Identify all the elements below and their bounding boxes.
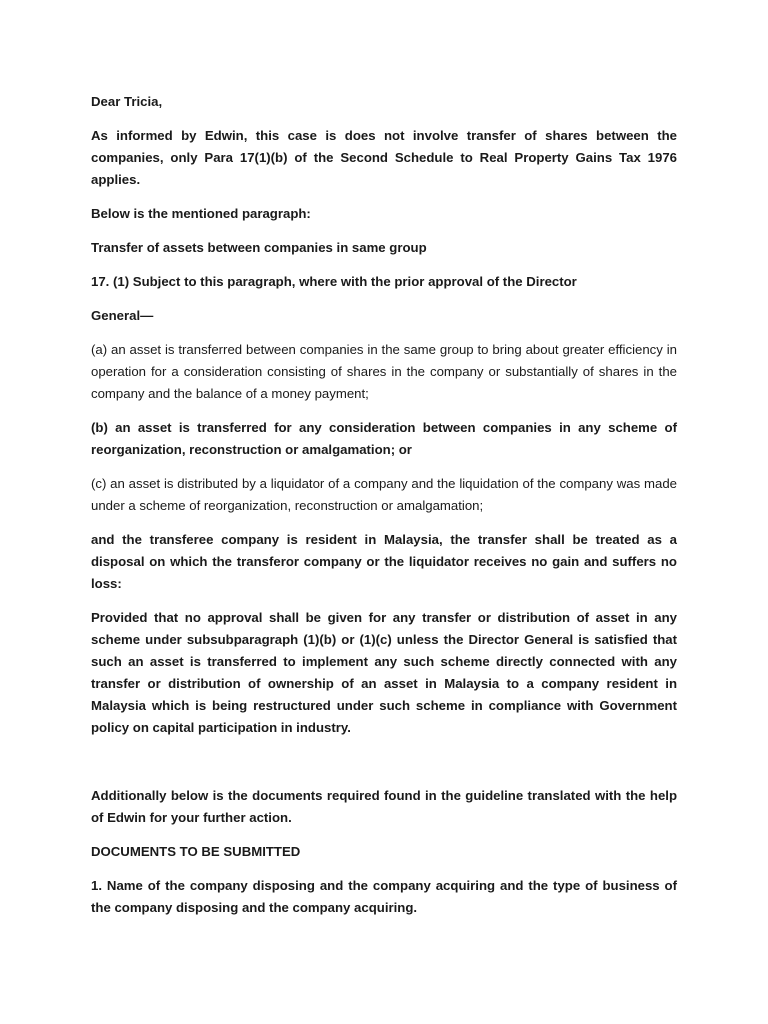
item-b: (b) an asset is transferred for any consideration between companies in any scheme of reorganization, reconstruction or amalgamation; or [91, 420, 677, 457]
section-heading: Transfer of assets between companies in same group [91, 240, 427, 255]
transferee-clause: and the transferee company is resident in Malaysia, the transfer shall be treated as a disposal on which the transferor company or the liquidator receives no gain and suffers no loss: [91, 532, 677, 591]
document-item-1: 1. Name of the company disposing and the company acquiring and the type of business of the company disposing and the company acquiring. [91, 878, 677, 915]
intro-paragraph: As informed by Edwin, this case is does not involve transfer of shares between the companies, only Para 17(1)(b) of the Second Schedule to Real Property Gains Tax 1976 applies. [91, 128, 677, 187]
document-page [91, 91, 677, 931]
para17-line1: 17. (1) Subject to this paragraph, where with the prior approval of the Director [91, 274, 577, 289]
proviso-paragraph: Provided that no approval shall be given for any transfer or distribution of asset in any scheme under subsubparagraph (1)(b) or (1)(c) unless the Director General is satisfied that such an asset is transferred to implement any such scheme directly connected with any transfer or distribution of ownership of an asset in Malaysia to a company resident in Malaysia which is being restructured under such scheme in compliance with Government policy on capital participation in industry. [91, 610, 677, 735]
item-a: (a) an asset is transferred between companies in the same group to bring about greater efficiency in operation for a consideration consisting of shares in the company or substantially of shares in the company and the balance of a money payment; [91, 342, 677, 401]
additional-paragraph: Additionally below is the documents required found in the guideline translated with the help of Edwin for your further action. [91, 788, 677, 825]
documents-heading: DOCUMENTS TO BE SUBMITTED [91, 844, 301, 859]
para17-line2: General— [91, 308, 154, 323]
greeting: Dear Tricia, [91, 94, 163, 109]
item-c: (c) an asset is distributed by a liquidator of a company and the liquidation of the company was made under a scheme of reorganization, reconstruction or amalgamation; [91, 476, 677, 513]
below-label: Below is the mentioned paragraph: [91, 206, 311, 221]
